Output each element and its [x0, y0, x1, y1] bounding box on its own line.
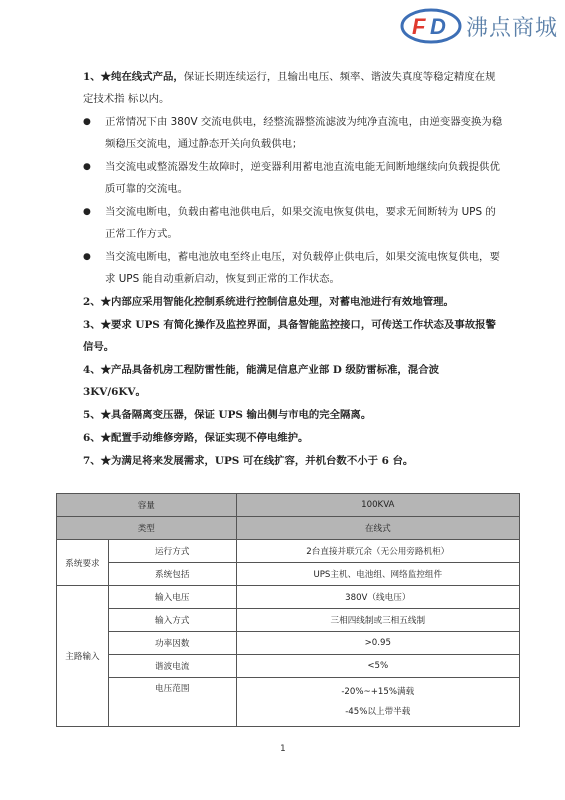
table-cell: 类型 — [57, 517, 237, 540]
table-cell: 电压范围 — [108, 678, 236, 727]
voltage-range-line-2: -45%以上带半载 — [345, 707, 411, 717]
table-row — [57, 678, 520, 727]
item-1 — [83, 66, 503, 110]
brand-logo — [400, 6, 560, 46]
table-cell: >0.95 — [236, 632, 519, 655]
svg-text:D: D — [430, 14, 446, 39]
table-cell: 系统要求 — [57, 540, 109, 586]
svg-text:F: F — [412, 14, 426, 39]
bullet-item — [83, 246, 503, 290]
table-cell: 功率因数 — [108, 632, 236, 655]
table-cell: 容量 — [57, 494, 237, 517]
bullet-dot-icon: ● — [83, 162, 91, 172]
table-row — [57, 540, 520, 563]
item-4: 4、★产品具备机房工程防雷性能，能满足信息产业部 D 级防雷标准，混合波 3KV/6KV。 — [83, 364, 439, 398]
bullet-text: 当交流电或整流器发生故障时，逆变器利用蓄电池直流电能无间断地继续向负载提供优质可靠的交流电。 — [105, 161, 500, 195]
table-cell: 在线式 — [236, 517, 519, 540]
table-cell: <5% — [236, 655, 519, 678]
table-row — [57, 632, 520, 655]
table-cell: 运行方式 — [108, 540, 236, 563]
item-3: 3、★要求 UPS 有简化操作及监控界面，具备智能监控接口，可传送工作状态及事故报警信号。 — [83, 319, 496, 353]
item-2: 2、★内部应采用智能化控制系统进行控制信息处理，对蓄电池进行有效地管理。 — [83, 296, 454, 308]
bullet-item — [83, 111, 503, 155]
bullet-text: 当交流电断电，负载由蓄电池供电后，如果交流电恢复供电，要求无间断转为 UPS 的正常工作方式。 — [105, 206, 496, 240]
table-row — [57, 517, 520, 540]
table-cell: 三相四线制或三相五线制 — [236, 609, 519, 632]
brand-mark-icon — [400, 6, 462, 46]
bullet-dot-icon: ● — [83, 207, 91, 217]
table-row — [57, 494, 520, 517]
table-cell: 输入方式 — [108, 609, 236, 632]
item-5: 5、★具备隔离变压器，保证 UPS 输出侧与市电的完全隔离。 — [83, 409, 372, 421]
table-cell: 380V（线电压） — [236, 586, 519, 609]
spec-table — [56, 493, 520, 727]
bullet-text: 当交流电断电，蓄电池放电至终止电压，对负载停止供电后，如果交流电恢复供电，要求 UPS 能自动重新启动，恢复到正常的工作状态。 — [105, 251, 500, 285]
table-cell: 主路输入 — [57, 586, 109, 727]
table-cell: 100KVA — [236, 494, 519, 517]
brand-name: 沸点商城 — [466, 15, 559, 41]
bullet-text: 正常情况下由 380V 交流电供电，经整流器整流滤波为纯净直流电，由逆变器变换为稳频稳压交流电，通过静态开关向负载供电； — [105, 116, 503, 150]
bullet-item — [83, 156, 503, 200]
bullet-item — [83, 201, 503, 245]
bullet-dot-icon: ● — [83, 117, 91, 127]
table-cell: 2台直接并联冗余（无公用旁路机柜） — [236, 540, 519, 563]
item-7: 7、★为满足将来发展需求，UPS 可在线扩容，并机台数不小于 6 台。 — [83, 455, 414, 467]
table-cell: 输入电压 — [108, 586, 236, 609]
page-number: 1 — [280, 744, 286, 754]
item-1-rest: 保证长期连续运行，且输出电压、频率、谐波失真度等稳定精度在规定技术指 标以内。 — [83, 71, 496, 105]
table-row — [57, 609, 520, 632]
voltage-range-line-1: -20%~+15%满载 — [341, 687, 415, 697]
table-cell: 谐波电流 — [108, 655, 236, 678]
table-cell: 系统包括 — [108, 563, 236, 586]
item-6: 6、★配置手动维修旁路，保证实现不停电维护。 — [83, 432, 309, 444]
document-body — [83, 66, 503, 472]
table-row — [57, 586, 520, 609]
table-row — [57, 563, 520, 586]
table-cell — [236, 678, 519, 727]
table-row — [57, 655, 520, 678]
item-1-lead: 1、★纯在线式产品， — [83, 71, 184, 83]
table-cell: UPS主机、电池组、网络监控组件 — [236, 563, 519, 586]
bullet-dot-icon: ● — [83, 252, 91, 262]
